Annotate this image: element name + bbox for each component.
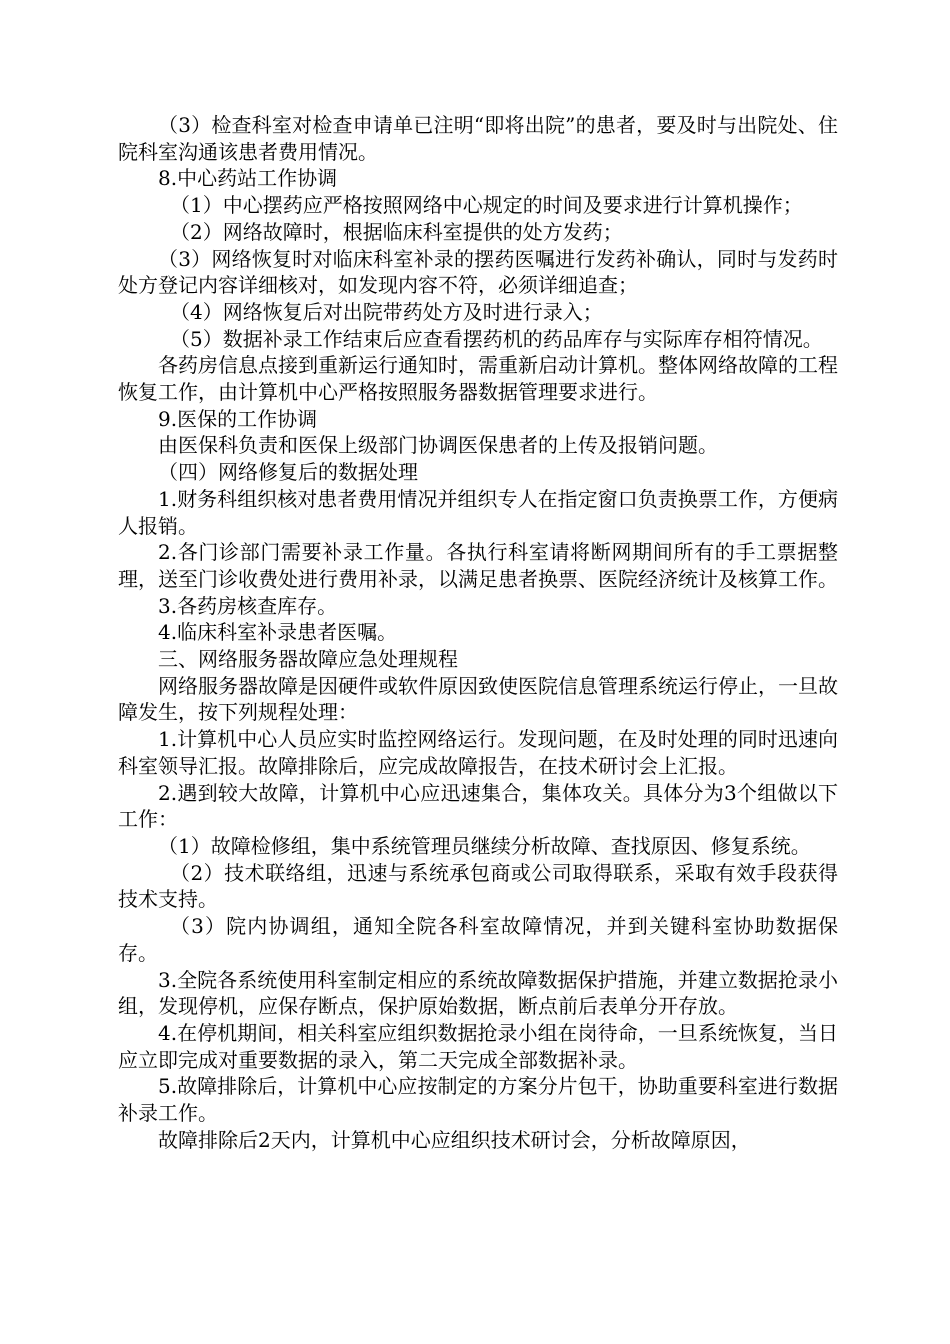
paragraph-post-repair-1: 1.财务科组织核对患者费用情况并组织专人在指定窗口负责换票工作，方便病人报销。 [118, 486, 838, 538]
paragraph-post-repair-2: 2.各门诊部门需要补录工作量。各执行科室请将断网期间所有的手工票据整理，送至门诊收费处进行费用补录，以满足患者换票、医院经济统计及核算工作。 [118, 540, 838, 591]
paragraph-post-repair-3: 3.各药房核查库存。 [158, 593, 338, 618]
paragraph-server-step-3: 3.全院各系统使用科室制定相应的系统故障数据保护措施，并建立数据抢录小组，发现停机，应保存断点，保护原始数据，断点前后表单分开存放。 [118, 967, 838, 1019]
paragraph-server-fault-intro: 网络服务器故障是因硬件或软件原因致使医院信息管理系统运行停止，一旦故障发生，按下列规程处理： [118, 673, 838, 725]
paragraph-pharmacy-item-5: （5）数据补录工作结束后应查看摆药机的药品库存与实际库存相符情况。 [170, 326, 823, 351]
paragraph-group-1: （1）故障检修组，集中系统管理员继续分析故障、查找原因、修复系统。 [158, 833, 811, 858]
document-body [118, 112, 838, 1153]
paragraph-exam-dept-note: （3）检查科室对检查申请单已注明“即将出院”的患者，要及时与出院处、住院科室沟通该患者费用情况。 [118, 113, 838, 164]
paragraph-server-step-1: 1.计算机中心人员应实时监控网络运行。发现问题，在及时处理的同时迅速向科室领导汇报。故障排除后，应完成故障报告，在技术研讨会上汇报。 [118, 727, 838, 778]
heading-insurance: 9.医保的工作协调 [158, 406, 318, 431]
paragraph-server-step-5: 5.故障排除后，计算机中心应按制定的方案分片包干，协助重要科室进行数据补录工作。 [118, 1074, 838, 1126]
heading-server-fault: 三、网络服务器故障应急处理规程 [158, 647, 458, 672]
paragraph-post-fault-review: 故障排除后2天内，计算机中心应组织技术研讨会，分析故障原因， [158, 1127, 751, 1152]
paragraph-pharmacy-item-1: （1）中心摆药应严格按照网络中心规定的时间及要求进行计算机操作； [170, 193, 803, 218]
paragraph-insurance: 由医保科负责和医保上级部门协调医保患者的上传及报销问题。 [158, 433, 718, 458]
paragraph-post-repair-4: 4.临床科室补录患者医嘱。 [158, 620, 398, 645]
paragraph-pharmacy-item-2: （2）网络故障时，根据临床科室提供的处方发药； [170, 219, 623, 244]
paragraph-server-step-2: 2.遇到较大故障，计算机中心应迅速集合，集体攻关。具体分为3个组做以下工作： [118, 780, 838, 832]
paragraph-pharmacy-item-3: （3）网络恢复时对临床科室补录的摆药医嘱进行发药补确认，同时与发药时处方登记内容详细核对，如发现内容不符，必须详细追查； [118, 246, 838, 298]
paragraph-group-3: （3）院内协调组，通知全院各科室故障情况，并到关键科室协助数据保存。 [118, 914, 838, 965]
paragraph-server-step-4: 4.在停机期间，相关科室应组织数据抢录小组在岗待命，一旦系统恢复，当日应立即完成对重要数据的录入，第二天完成全部数据补录。 [118, 1020, 838, 1072]
paragraph-pharmacy-restart: 各药房信息点接到重新运行通知时，需重新启动计算机。整体网络故障的工程恢复工作，由计算机中心严格按照服务器数据管理要求进行。 [118, 353, 838, 405]
paragraph-pharmacy-item-4: （4）网络恢复后对出院带药处方及时进行录入； [170, 299, 603, 324]
heading-post-repair: （四）网络修复后的数据处理 [158, 460, 418, 485]
paragraph-group-2: （2）技术联络组，迅速与系统承包商或公司取得联系，采取有效手段获得技术支持。 [118, 860, 838, 912]
heading-central-pharmacy: 8.中心药站工作协调 [158, 166, 338, 191]
